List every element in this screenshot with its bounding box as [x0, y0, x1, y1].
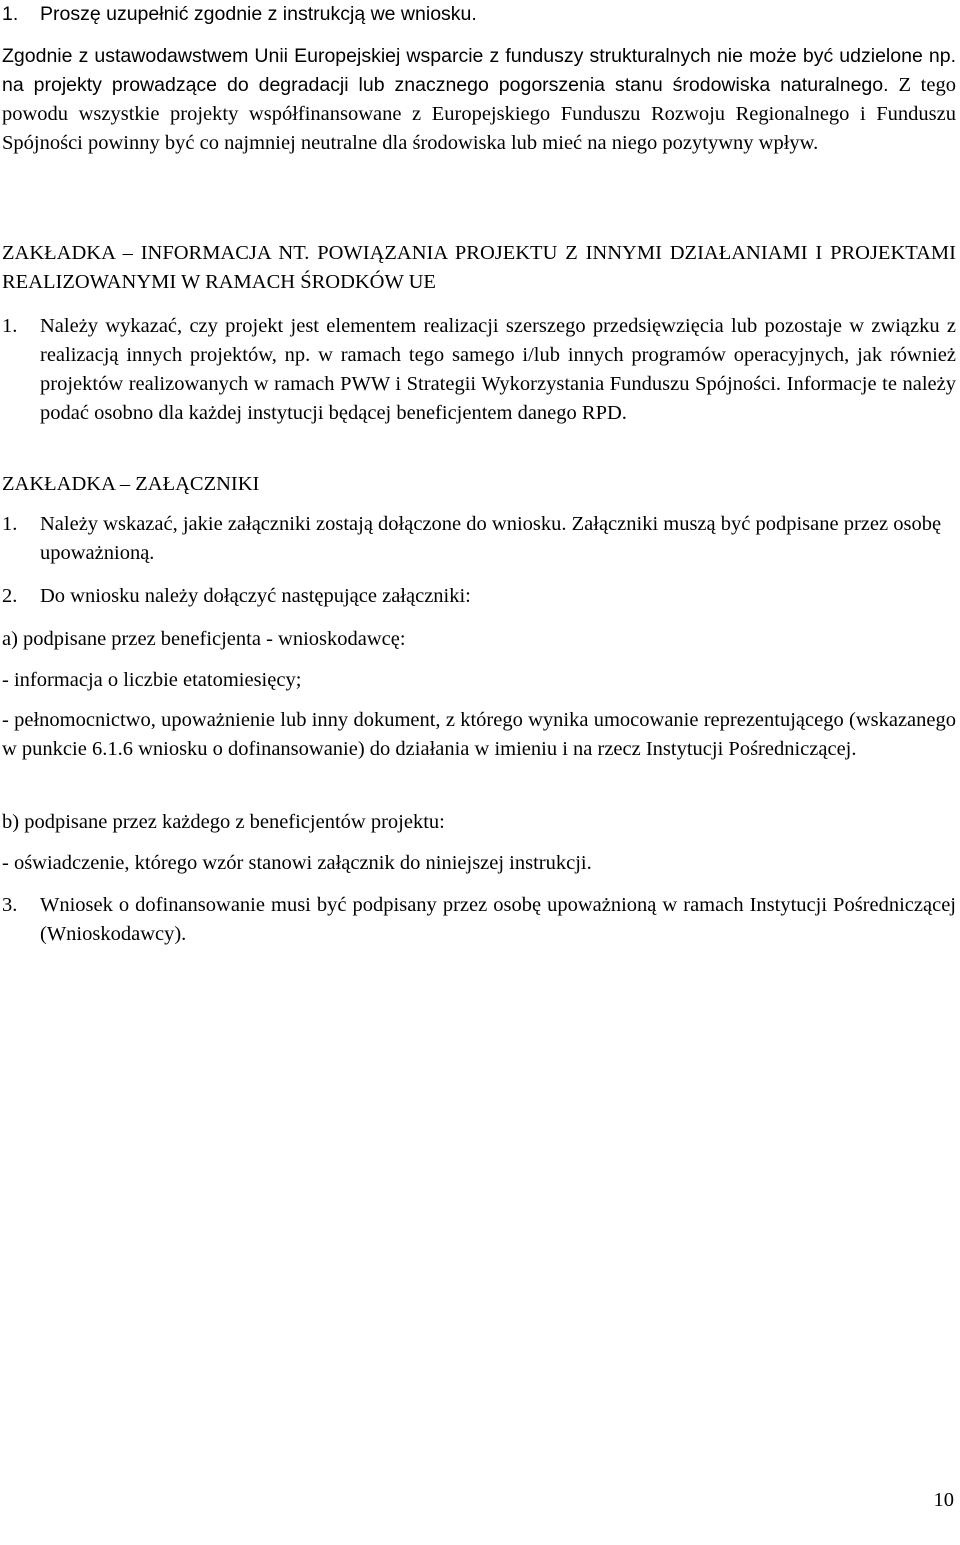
- item-text: Należy wskazać, jakie załączniki zostają dołączone do wniosku. Załączniki muszą być podpisane przez osobę upoważnioną.: [40, 513, 942, 564]
- intro-paragraph: [2, 42, 956, 158]
- sub-list-b: b) podpisane przez każdego z beneficjentów projektu:: [2, 811, 445, 833]
- intro-paragraph-sentence-2: Z tego powodu wszystkie projekty współfinansowane z Europejskiego Funduszu Rozwoju Regionalnego i Funduszu Spójności powinny być co najmniej neutralne dla środowiska lub mieć na niego pozytywny wpływ.: [2, 74, 956, 154]
- item-text: Do wniosku należy dołączyć następujące załączniki:: [40, 585, 471, 607]
- sub-list-a: a) podpisane przez beneficjenta - wnioskodawcę:: [2, 628, 406, 650]
- section-1-item-1: [2, 312, 956, 428]
- item-number: 2.: [2, 585, 18, 607]
- page-number: 10: [933, 1489, 954, 1511]
- intro-item-number: 1.: [2, 3, 19, 25]
- section-2-item-3: [2, 891, 956, 949]
- section-heading-related-projects: ZAKŁADKA – INFORMACJA NT. POWIĄZANIA PROJEKTU Z INNYMI DZIAŁANIAMI I PROJEKTAMI REALIZOWANYMI W RAMACH ŚRODKÓW UE: [2, 242, 956, 293]
- item-number: 3.: [2, 894, 18, 916]
- section-2-item-1: [2, 510, 956, 568]
- intro-paragraph-sentence-1: Zgodnie z ustawodawstwem Unii Europejskiej wsparcie z funduszy strukturalnych nie może być udzielone np. na projekty prowadzące do degradacji lub znacznego pogorszenia stanu środowiska naturalnego.: [2, 45, 956, 96]
- item-text: Wniosek o dofinansowanie musi być podpisany przez osobę upoważnioną w ramach Instytucji Pośredniczącej (Wnioskodawcy).: [40, 894, 956, 945]
- sub-b-bullet-1: - oświadczenie, którego wzór stanowi załącznik do niniejszej instrukcji.: [2, 852, 592, 874]
- intro-list-item: [2, 0, 956, 29]
- item-text: Należy wykazać, czy projekt jest elementem realizacji szerszego przedsięwzięcia lub pozostaje w związku z realizacją innych projektów, np. w ramach tego samego i/lub innych programów operacyjnych, jak również projektów realizowanych w ramach PWW i Strategii Wykorzystania Funduszu Spójności. Informacje te należy podać osobno dla każdej instytucji będącej beneficjentem danego RPD.: [40, 315, 956, 424]
- sub-a-bullet-2: - pełnomocnictwo, upoważnienie lub inny dokument, z którego wynika umocowanie reprezentującego (wskazanego w punkcie 6.1.6 wniosku o dofinansowanie) do działania w imieniu i na rzecz Instytucji Pośredniczącej.: [2, 709, 956, 760]
- sub-a-bullet-1: - informacja o liczbie etatomiesięcy;: [2, 669, 302, 691]
- item-number: 1.: [2, 513, 18, 535]
- intro-item-text: Proszę uzupełnić zgodnie z instrukcją we wniosku.: [40, 3, 477, 25]
- section-heading-attachments: ZAKŁADKA – ZAŁĄCZNIKI: [2, 473, 260, 495]
- section-2-item-2: [2, 582, 956, 611]
- item-number: 1.: [2, 315, 18, 337]
